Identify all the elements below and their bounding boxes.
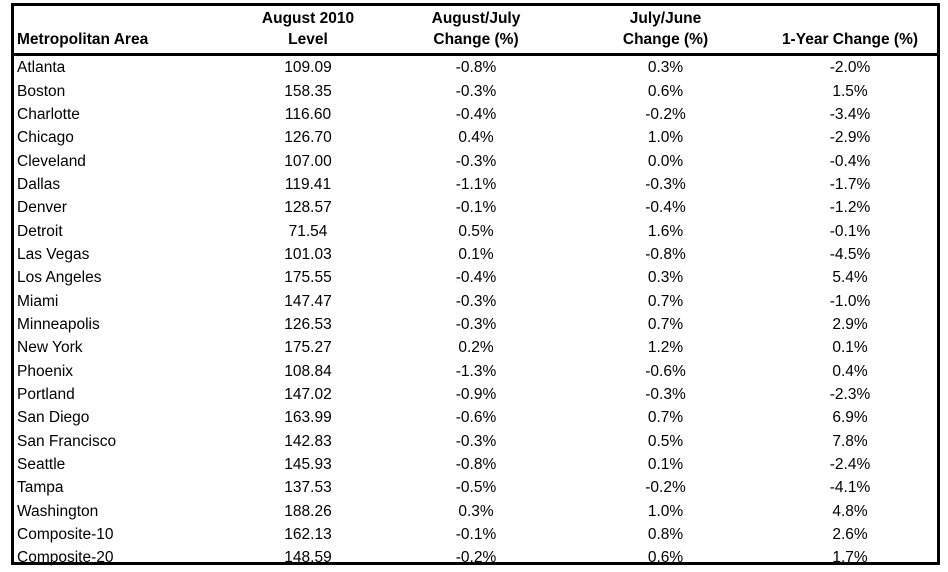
one-year-change-cell: -2.4% bbox=[829, 456, 871, 474]
header-line-2: Level bbox=[288, 31, 328, 48]
one-year-change-cell: -2.0% bbox=[829, 59, 871, 77]
metro-home-price-table bbox=[14, 6, 937, 570]
jul-jun-change-cell: 0.1% bbox=[647, 456, 684, 474]
one-year-change-cell: -1.2% bbox=[829, 199, 871, 217]
area-cell: Composite-20 bbox=[17, 549, 114, 567]
level-cell: 147.47 bbox=[284, 292, 332, 310]
area-cell: Atlanta bbox=[17, 59, 66, 77]
one-year-change-cell: -2.9% bbox=[829, 129, 871, 147]
area-cell: Denver bbox=[17, 199, 67, 217]
area-cell: Charlotte bbox=[17, 105, 80, 123]
table-row bbox=[14, 313, 937, 336]
area-cell: Detroit bbox=[17, 222, 63, 240]
table-row bbox=[14, 55, 937, 80]
one-year-change-cell: 1.5% bbox=[832, 82, 868, 100]
one-year-change-cell: 6.9% bbox=[832, 409, 868, 427]
area-cell: Seattle bbox=[17, 456, 66, 474]
jul-jun-change-cell: 0.0% bbox=[647, 152, 684, 170]
one-year-change-cell: 7.8% bbox=[832, 432, 868, 450]
table-row bbox=[14, 266, 937, 289]
one-year-change-cell: -3.4% bbox=[829, 105, 871, 123]
header-line-2: 1-Year Change (%) bbox=[781, 31, 919, 48]
aug-jul-change-cell: 0.1% bbox=[458, 245, 494, 263]
header-line-2: Change (%) bbox=[433, 31, 519, 48]
aug-jul-change-cell: 0.5% bbox=[458, 222, 494, 240]
level-cell: 126.70 bbox=[284, 129, 332, 147]
level-cell: 142.83 bbox=[284, 432, 332, 450]
table-row bbox=[14, 476, 937, 499]
table-row bbox=[14, 336, 937, 359]
table-row bbox=[14, 79, 937, 102]
level-cell: 126.53 bbox=[284, 315, 332, 333]
level-cell: 148.59 bbox=[284, 549, 332, 567]
table-frame bbox=[11, 3, 940, 565]
aug-jul-change-cell: -0.3% bbox=[455, 292, 497, 310]
area-cell: Dallas bbox=[17, 175, 61, 193]
aug-jul-change-cell: -0.1% bbox=[455, 526, 497, 544]
jul-jun-change-cell: 0.3% bbox=[647, 269, 684, 287]
aug-jul-change-cell: -0.6% bbox=[455, 409, 497, 427]
aug-jul-change-cell: -0.8% bbox=[455, 59, 497, 77]
area-cell: San Diego bbox=[17, 409, 90, 427]
area-cell: Los Angeles bbox=[17, 269, 102, 287]
jul-jun-change-cell: 1.0% bbox=[647, 129, 684, 147]
jul-jun-change-cell: -0.3% bbox=[645, 175, 686, 193]
jul-jun-change-cell: 0.5% bbox=[647, 432, 684, 450]
area-cell: Phoenix bbox=[17, 362, 74, 380]
aug-jul-change-cell: -0.9% bbox=[455, 385, 497, 403]
aug-jul-change-cell: -0.3% bbox=[455, 152, 497, 170]
one-year-change-cell: 1.7% bbox=[832, 549, 868, 567]
level-cell: 147.02 bbox=[284, 385, 332, 403]
table-row bbox=[14, 406, 937, 429]
area-cell: Boston bbox=[17, 82, 66, 100]
level-cell: 116.60 bbox=[284, 105, 332, 123]
area-cell: Tampa bbox=[17, 479, 64, 497]
aug-jul-change-cell: -0.8% bbox=[455, 456, 497, 474]
level-cell: 137.53 bbox=[284, 479, 332, 497]
jul-jun-change-cell: 0.6% bbox=[647, 82, 684, 100]
jul-jun-change-cell: 1.0% bbox=[647, 502, 684, 520]
area-cell: Miami bbox=[17, 292, 59, 310]
jul-jun-change-cell: -0.8% bbox=[645, 245, 686, 263]
level-cell: 119.41 bbox=[284, 175, 332, 193]
aug-jul-change-cell: 0.2% bbox=[458, 339, 494, 357]
header-line-1: August 2010 bbox=[261, 10, 355, 27]
jul-jun-change-cell: 1.2% bbox=[647, 339, 684, 357]
one-year-change-cell: 5.4% bbox=[832, 269, 868, 287]
table-row bbox=[14, 359, 937, 382]
one-year-change-cell: -0.1% bbox=[829, 222, 871, 240]
column-header-jul-jun-change bbox=[568, 6, 763, 55]
aug-jul-change-cell: -0.1% bbox=[455, 199, 497, 217]
table-row bbox=[14, 219, 937, 242]
level-cell: 107.00 bbox=[284, 152, 332, 170]
level-cell: 128.57 bbox=[284, 199, 332, 217]
level-cell: 175.55 bbox=[284, 269, 332, 287]
one-year-change-cell: -4.1% bbox=[829, 479, 871, 497]
aug-jul-change-cell: 0.3% bbox=[458, 502, 494, 520]
level-cell: 162.13 bbox=[284, 526, 332, 544]
table-row bbox=[14, 430, 937, 453]
area-cell: Cleveland bbox=[17, 152, 86, 170]
column-header-metropolitan-area bbox=[14, 6, 232, 55]
jul-jun-change-cell: 0.3% bbox=[647, 59, 684, 77]
jul-jun-change-cell: 0.7% bbox=[647, 292, 684, 310]
aug-jul-change-cell: -0.4% bbox=[455, 269, 497, 287]
aug-jul-change-cell: 0.4% bbox=[458, 129, 494, 147]
column-header-level bbox=[232, 6, 384, 55]
header-line-2: Change (%) bbox=[622, 31, 709, 48]
table-row bbox=[14, 243, 937, 266]
level-cell: 108.84 bbox=[284, 362, 332, 380]
jul-jun-change-cell: -0.2% bbox=[645, 479, 686, 497]
table-row bbox=[14, 149, 937, 172]
level-cell: 145.93 bbox=[284, 456, 332, 474]
area-cell: Chicago bbox=[17, 129, 74, 147]
level-cell: 71.54 bbox=[288, 222, 328, 240]
jul-jun-change-cell: -0.3% bbox=[645, 385, 686, 403]
jul-jun-change-cell: 1.6% bbox=[647, 222, 684, 240]
one-year-change-cell: 2.6% bbox=[832, 526, 868, 544]
aug-jul-change-cell: -0.3% bbox=[455, 82, 497, 100]
one-year-change-cell: -4.5% bbox=[829, 245, 871, 263]
table-row bbox=[14, 523, 937, 546]
table-row bbox=[14, 546, 937, 569]
one-year-change-cell: 0.4% bbox=[832, 362, 868, 380]
area-cell: New York bbox=[17, 339, 83, 357]
table-row bbox=[14, 173, 937, 196]
jul-jun-change-cell: 0.8% bbox=[647, 526, 684, 544]
aug-jul-change-cell: -0.2% bbox=[455, 549, 497, 567]
jul-jun-change-cell: -0.2% bbox=[645, 105, 686, 123]
jul-jun-change-cell: -0.6% bbox=[645, 362, 686, 380]
column-header-one-year-change bbox=[763, 6, 937, 55]
header-line-2: Metropolitan Area bbox=[17, 31, 149, 48]
aug-jul-change-cell: -0.4% bbox=[455, 105, 497, 123]
jul-jun-change-cell: 0.7% bbox=[647, 315, 684, 333]
level-cell: 101.03 bbox=[284, 245, 332, 263]
one-year-change-cell: 2.9% bbox=[832, 315, 868, 333]
aug-jul-change-cell: -0.3% bbox=[455, 432, 497, 450]
table-row bbox=[14, 103, 937, 126]
level-cell: 158.35 bbox=[284, 82, 332, 100]
one-year-change-cell: 0.1% bbox=[832, 339, 868, 357]
level-cell: 175.27 bbox=[284, 339, 332, 357]
area-cell: San Francisco bbox=[17, 432, 117, 450]
level-cell: 109.09 bbox=[284, 59, 332, 77]
table-row bbox=[14, 126, 937, 149]
jul-jun-change-cell: 0.6% bbox=[647, 549, 684, 567]
header-line-1: August/July bbox=[431, 10, 521, 27]
jul-jun-change-cell: -0.4% bbox=[645, 199, 686, 217]
table-body bbox=[14, 55, 937, 570]
table-row bbox=[14, 383, 937, 406]
level-cell: 163.99 bbox=[284, 409, 332, 427]
area-cell: Las Vegas bbox=[17, 245, 90, 263]
one-year-change-cell: -0.4% bbox=[829, 152, 871, 170]
jul-jun-change-cell: 0.7% bbox=[647, 409, 684, 427]
table-row bbox=[14, 453, 937, 476]
table-row bbox=[14, 500, 937, 523]
aug-jul-change-cell: -0.5% bbox=[455, 479, 497, 497]
column-header-aug-jul-change bbox=[384, 6, 568, 55]
one-year-change-cell: -1.7% bbox=[829, 175, 871, 193]
table-header bbox=[14, 6, 937, 55]
header-line-1: July/June bbox=[629, 10, 702, 27]
table-row bbox=[14, 196, 937, 219]
one-year-change-cell: 4.8% bbox=[832, 502, 868, 520]
header-row bbox=[14, 6, 937, 55]
area-cell: Minneapolis bbox=[17, 315, 100, 333]
level-cell: 188.26 bbox=[284, 502, 332, 520]
area-cell: Portland bbox=[17, 385, 75, 403]
one-year-change-cell: -2.3% bbox=[829, 385, 871, 403]
area-cell: Washington bbox=[17, 502, 99, 520]
area-cell: Composite-10 bbox=[17, 526, 114, 544]
one-year-change-cell: -1.0% bbox=[829, 292, 871, 310]
aug-jul-change-cell: -1.1% bbox=[455, 175, 497, 193]
table-row bbox=[14, 289, 937, 312]
aug-jul-change-cell: -1.3% bbox=[455, 362, 497, 380]
aug-jul-change-cell: -0.3% bbox=[455, 315, 497, 333]
